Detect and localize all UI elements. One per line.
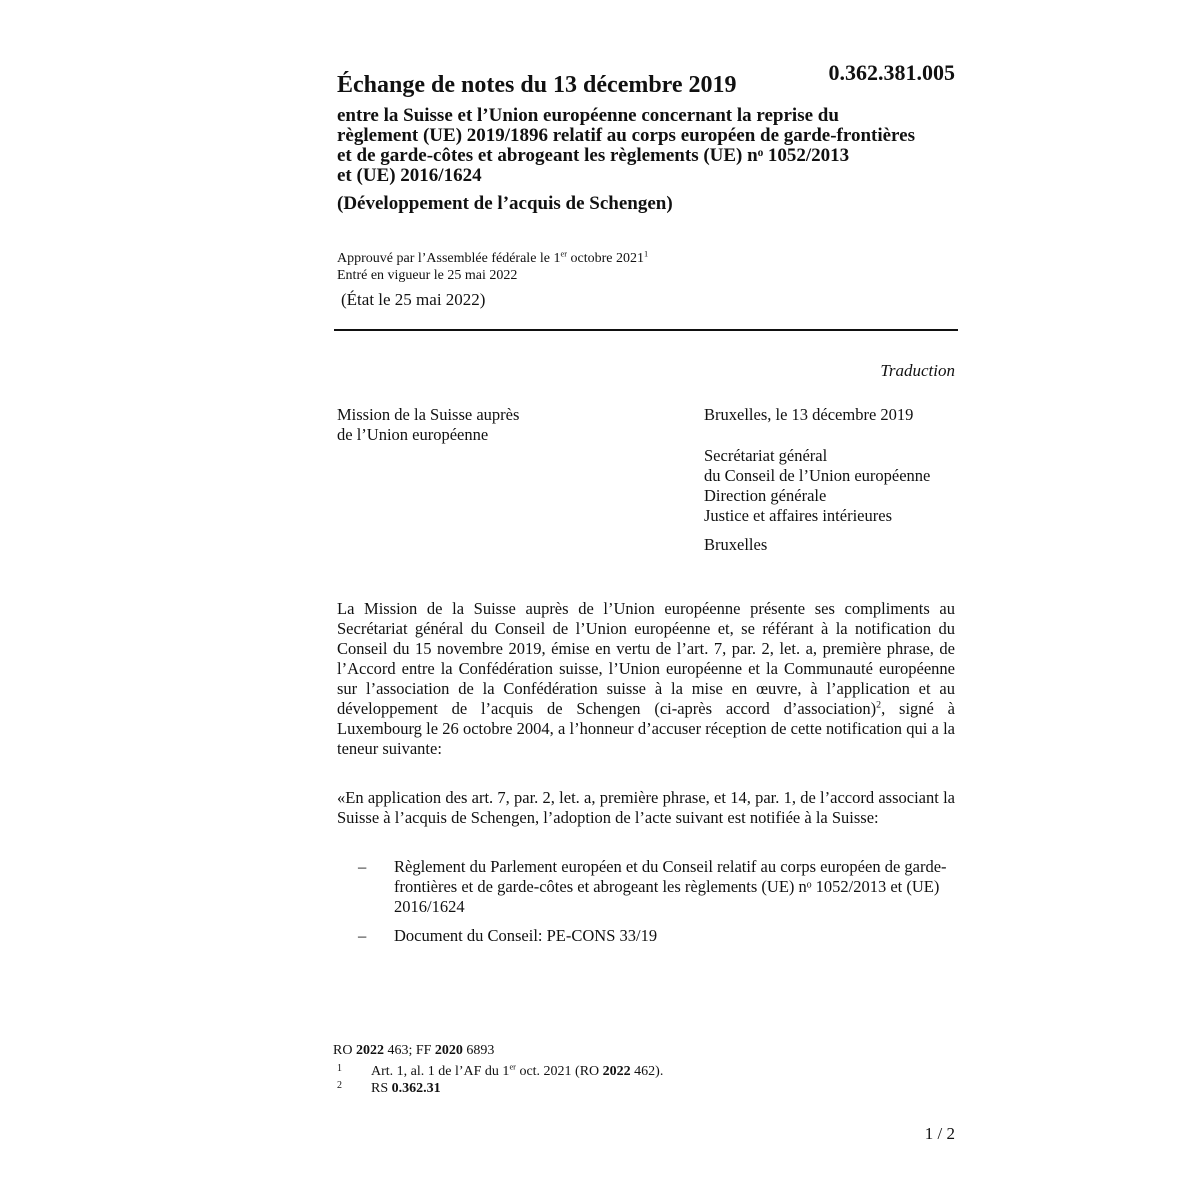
- footnote-ref-2[interactable]: 2: [876, 699, 882, 711]
- pub-ro-year: 2022: [355, 1043, 384, 1058]
- state-date: (État le 25 mai 2022): [341, 290, 486, 309]
- subtitle-line: et de garde-côtes et abrogeant les règlements (UE) nᵒ 1052/2013: [337, 145, 850, 166]
- place-date: Bruxelles, le 13 décembre 2019: [704, 405, 914, 424]
- list-dash: –: [358, 857, 367, 876]
- approval-text-end: octobre 2021: [567, 251, 645, 266]
- recipient-city: Bruxelles: [704, 535, 768, 554]
- sender-line: Mission de la Suisse auprès: [337, 405, 520, 424]
- recipient-line: Justice et affaires intérieures: [704, 506, 892, 525]
- recipient-block: [704, 446, 930, 526]
- subtitle-line: règlement (UE) 2019/1896 relatif au corps européen de garde-frontières: [337, 125, 915, 146]
- subtitle-line: entre la Suisse et l’Union européenne concernant la reprise du: [337, 105, 839, 126]
- publication-reference: [333, 1043, 494, 1059]
- pub-ff-year: 2020: [434, 1043, 463, 1058]
- approval-info: [337, 250, 648, 284]
- sender-line: de l’Union européenne: [337, 425, 489, 444]
- body-paragraph-2: «En application des art. 7, par. 2, let. a, première phrase, et 14, par. 1, de l’accord associant la Suisse à l’acquis de Schengen, l’adoption de l’acte suivant est notifiée à la Suisse:: [337, 788, 955, 827]
- sender-block: [337, 405, 519, 445]
- list-dash: –: [358, 926, 367, 945]
- paragraph-text-end: , signé à Luxembourg le 26 octobre 2004, a l’honneur d’accuser réception de cette notification qui a la teneur suivante:: [337, 699, 955, 758]
- document-title: Échange de notes du 13 décembre 2019: [337, 72, 737, 98]
- header-divider: [334, 329, 958, 331]
- fn2-prefix: RS: [371, 1081, 392, 1096]
- fn1-b: oct. 2021 (RO: [515, 1064, 603, 1079]
- footnote-ref-1[interactable]: 1: [644, 249, 649, 259]
- fn1-a: Art. 1, al. 1 de l’AF du 1: [371, 1064, 510, 1079]
- list-item-text: Document du Conseil: PE-CONS 33/19: [394, 926, 658, 945]
- footnote-2: [337, 1081, 441, 1097]
- sr-number: 0.362.381.005: [828, 60, 955, 85]
- recipient-line: du Conseil de l’Union européenne: [704, 466, 931, 485]
- footnote-1: [337, 1064, 663, 1080]
- page-number: 1 / 2: [924, 1124, 955, 1143]
- subtitle-line: et (UE) 2016/1624: [337, 165, 482, 186]
- footnote-number: 2: [337, 1080, 342, 1091]
- body-paragraph-1: [337, 599, 955, 759]
- fn2-ref: 0.362.31: [391, 1081, 441, 1096]
- approval-text: Approuvé par l’Assemblée fédérale le 1: [337, 251, 561, 266]
- approval-sup: er: [560, 249, 568, 259]
- approval-line: [337, 250, 648, 267]
- recipient-line: Direction générale: [704, 486, 827, 505]
- document-subtitle: [337, 106, 962, 186]
- list-item: [337, 926, 955, 946]
- fn1-sup: er: [509, 1062, 516, 1072]
- list-item-text: Règlement du Parlement européen et du Conseil relatif au corps européen de garde-frontières et de garde-côtes et abrogeant les règlements (UE) nᵒ 1052/2013 et (UE) 2016/1624: [394, 857, 947, 916]
- entry-into-force: Entré en vigueur le 25 mai 2022: [337, 268, 518, 283]
- translation-label: Traduction: [880, 361, 955, 380]
- footnote-number: 1: [337, 1063, 342, 1074]
- recipient-line: Secrétariat général: [704, 446, 828, 465]
- pub-ro: RO: [333, 1043, 356, 1058]
- schengen-development-title: (Développement de l’acquis de Schengen): [337, 193, 673, 214]
- paragraph-text: La Mission de la Suisse auprès de l’Union européenne présente ses compliments au Secrétariat général du Conseil de l’Union européenne et, se référant à la notification du Conseil du 15 novembre 2019, émise en vertu de l’art. 7, par. 2, let. a, première phrase, de l’Accord entre la Confédération suisse, l’Union européenne et la Communauté européenne sur l’association de la Confédération suisse à la mise en œuvre, à l’application et au développement de l’acquis de Schengen (ci-après accord d’association): [337, 599, 955, 718]
- pub-ro-rest: 463; FF: [383, 1043, 435, 1058]
- footnote-text: [371, 1081, 441, 1096]
- fn1-c: 462).: [630, 1064, 664, 1079]
- pub-ff-rest: 6893: [462, 1043, 495, 1058]
- list-item: [337, 857, 955, 917]
- fn1-year: 2022: [602, 1064, 631, 1079]
- footnote-text: [371, 1064, 663, 1079]
